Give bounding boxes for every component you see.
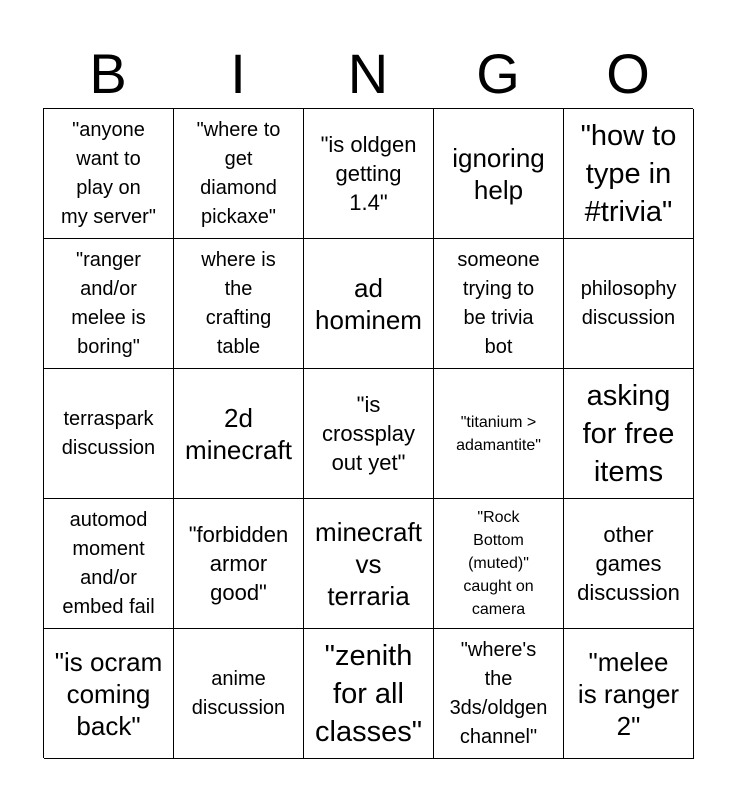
cell-label: "where's the 3ds/oldgen channel" xyxy=(449,638,548,748)
cell-label: "titanium > adamantite" xyxy=(456,413,541,454)
bingo-cell-r2-c2[interactable] xyxy=(174,239,304,369)
cell-label: other games discussion xyxy=(577,522,680,605)
cell-label: "how to type in #trivia" xyxy=(580,119,677,228)
bingo-cell-r1-c5[interactable] xyxy=(564,109,694,239)
bingo-cell-r4-c3[interactable] xyxy=(304,499,434,629)
bingo-cell-r5-c1[interactable] xyxy=(44,629,174,759)
bingo-cell-r2-c1[interactable] xyxy=(44,239,174,369)
bingo-cell-r3-c4[interactable] xyxy=(434,369,564,499)
cell-label: "ranger and/or melee is boring" xyxy=(71,248,146,358)
header-letter-n: N xyxy=(347,42,389,105)
bingo-cell-r5-c3[interactable] xyxy=(304,629,434,759)
bingo-cell-r1-c1[interactable] xyxy=(44,109,174,239)
cell-label: 2d minecraft xyxy=(185,402,292,465)
cell-label: "melee is ranger 2" xyxy=(577,646,680,741)
header-letter-i: I xyxy=(230,42,246,105)
bingo-cell-r4-c5[interactable] xyxy=(564,499,694,629)
cell-label: "is oldgen getting 1.4" xyxy=(320,132,417,215)
cell-label: terraspark discussion xyxy=(61,407,156,459)
cell-label: "Rock Bottom (muted)" caught on camera xyxy=(463,509,534,618)
bingo-cell-r1-c4[interactable] xyxy=(434,109,564,239)
header-letter-g: G xyxy=(476,42,520,105)
bingo-cell-r5-c4[interactable] xyxy=(434,629,564,759)
cell-label: ignoring help xyxy=(452,142,545,205)
bingo-cell-r4-c2[interactable] xyxy=(174,499,304,629)
bingo-cell-r3-c2[interactable] xyxy=(174,369,304,499)
bingo-cell-r3-c3[interactable] xyxy=(304,369,434,499)
cell-label: anime discussion xyxy=(191,667,286,719)
bingo-cell-r1-c3[interactable] xyxy=(304,109,434,239)
cell-label: "is crossplay out yet" xyxy=(322,392,415,475)
cell-label: "where to get diamond pickaxe" xyxy=(196,118,281,228)
bingo-cell-r5-c2[interactable] xyxy=(174,629,304,759)
cell-label: "forbidden armor good" xyxy=(188,522,289,605)
cell-label: "anyone want to play on my server" xyxy=(61,118,156,228)
cell-label: someone trying to be trivia bot xyxy=(457,248,540,358)
bingo-cell-r2-c4[interactable] xyxy=(434,239,564,369)
bingo-cell-r2-c3[interactable] xyxy=(304,239,434,369)
bingo-grid xyxy=(43,108,693,758)
cell-label: philosophy discussion xyxy=(580,277,677,329)
cell-label: where is the crafting table xyxy=(201,248,276,358)
cell-label: automod moment and/or embed fail xyxy=(62,508,155,618)
header-letter-b: B xyxy=(89,42,127,105)
bingo-cell-r2-c5[interactable] xyxy=(564,239,694,369)
bingo-cell-r3-c1[interactable] xyxy=(44,369,174,499)
cell-label: ad hominem xyxy=(315,272,422,335)
bingo-cell-r3-c5[interactable] xyxy=(564,369,694,499)
bingo-cell-r1-c2[interactable] xyxy=(174,109,304,239)
header-letter-o: O xyxy=(606,42,650,105)
cell-label: asking for free items xyxy=(582,379,675,488)
bingo-cell-r5-c5[interactable] xyxy=(564,629,694,759)
cell-label: "is ocram coming back" xyxy=(54,646,163,741)
bingo-cell-r4-c1[interactable] xyxy=(44,499,174,629)
cell-label: "zenith for all classes" xyxy=(315,639,422,748)
bingo-header xyxy=(43,40,693,108)
cell-label: minecraft vs terraria xyxy=(315,516,422,611)
bingo-cell-r4-c4[interactable] xyxy=(434,499,564,629)
